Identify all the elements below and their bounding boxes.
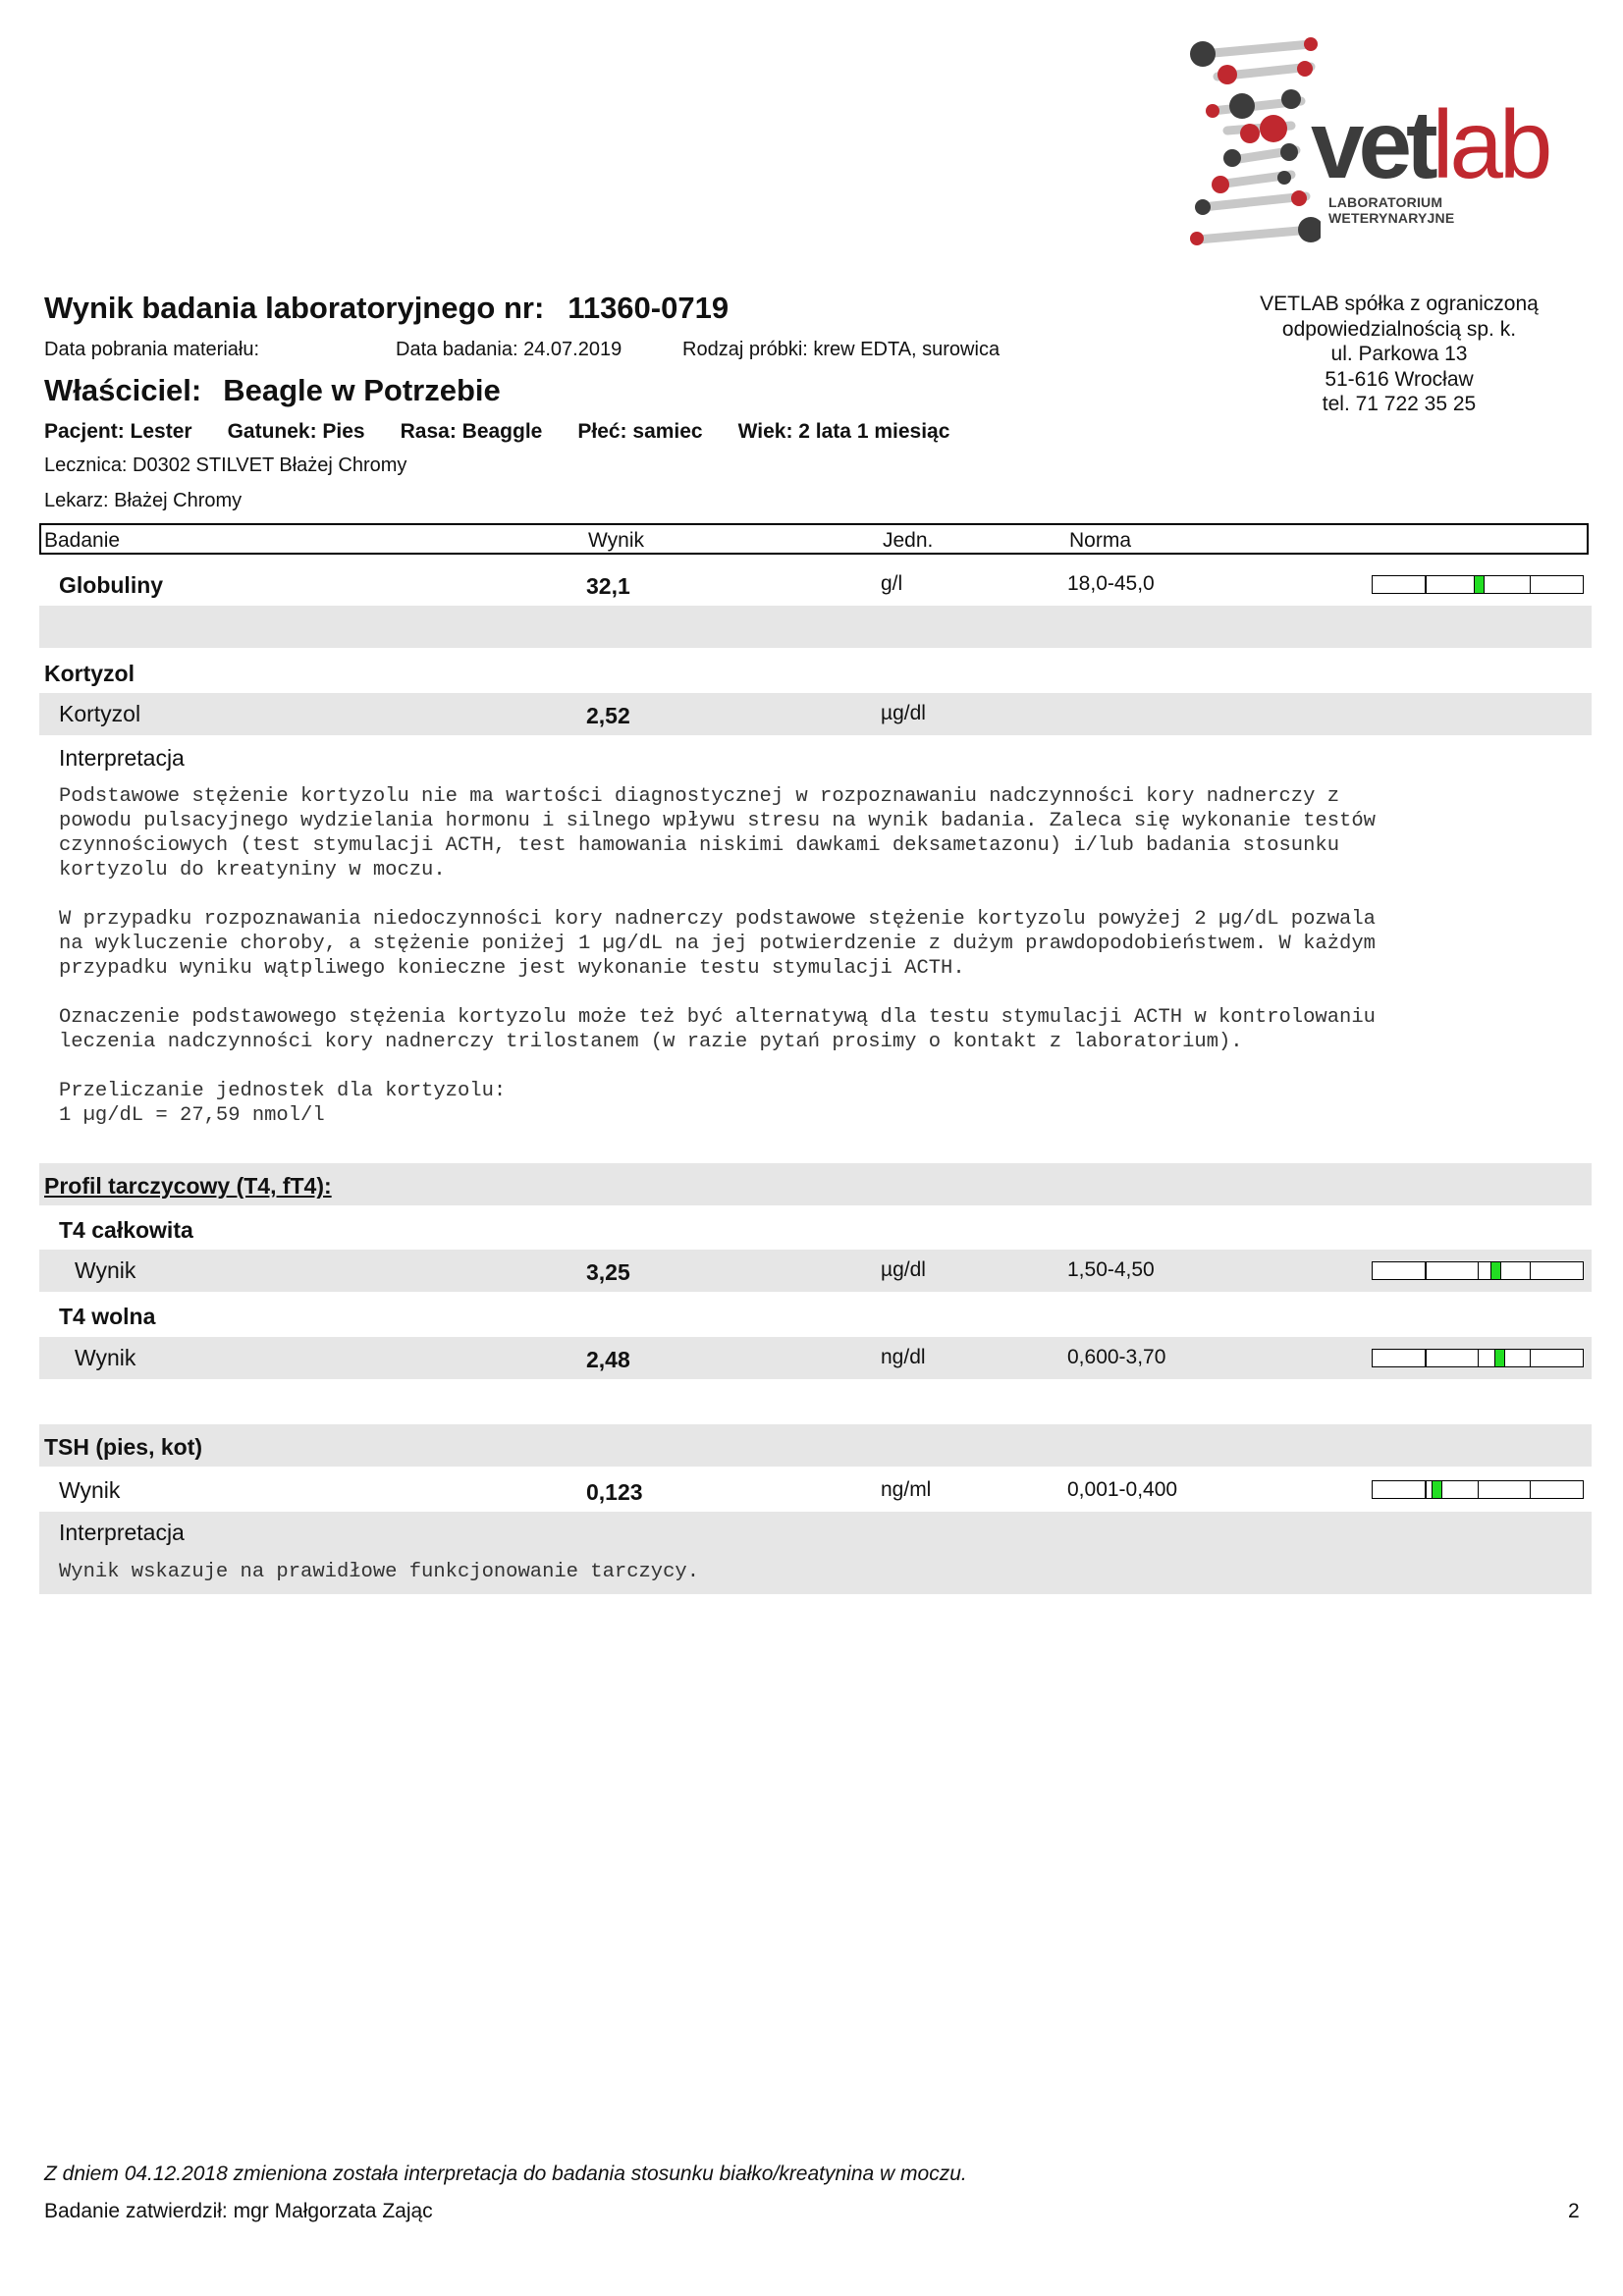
gauge-tick <box>1478 1262 1480 1279</box>
tsh-section-band <box>39 1424 1592 1467</box>
gauge-tick <box>1530 1262 1532 1279</box>
t4-total-norm: 1,50-4,50 <box>1067 1258 1155 1281</box>
col-result: Wynik <box>588 529 644 552</box>
t4-total-unit: µg/dl <box>881 1258 926 1281</box>
spacer-band <box>39 606 1592 648</box>
owner: Właściciel: Beagle w Potrzebie <box>44 373 501 407</box>
t4-free-row <box>39 1337 1592 1379</box>
approved-by: Badanie zatwierdził: mgr Małgorzata Zając <box>44 2200 433 2222</box>
report-number: 11360-0719 <box>568 291 730 325</box>
kortyzol-value: 2,52 <box>586 703 630 728</box>
t4-free-value: 2,48 <box>586 1347 630 1372</box>
t4-total-result-label: Wynik <box>75 1257 136 1283</box>
doctor: Lekarz: Błażej Chromy <box>44 490 243 511</box>
kortyzol-label: Kortyzol <box>59 701 141 726</box>
patient-breed: Rasa: Beaggle <box>400 420 543 443</box>
sample-type: Rodzaj próbki: krew EDTA, surowica <box>682 339 1001 360</box>
sample-date-label: Data pobrania materiału: <box>44 339 260 360</box>
logo-subtitle: LABORATORIUM WETERYNARYJNE <box>1328 194 1455 226</box>
dna-helix-icon <box>1173 27 1321 263</box>
gauge-tick <box>1530 1481 1532 1498</box>
gauge-tick <box>1425 1350 1427 1366</box>
globuliny-unit: g/l <box>881 572 903 595</box>
kortyzol-interpretation-label: Interpretacja <box>59 745 185 771</box>
gauge-marker <box>1494 1350 1505 1366</box>
patient-info <box>44 420 985 444</box>
tsh-value: 0,123 <box>586 1479 643 1505</box>
table-header <box>39 523 1589 555</box>
tsh-interpretation-text: Wynik wskazuje na prawidłowe funkcjonowanie tarczycy. <box>59 1561 700 1583</box>
logo-wordmark: vetlab <box>1311 90 1549 198</box>
lab-address: VETLAB spółka z ograniczoną odpowiedzialnością sp. k. ul. Parkowa 13 51-616 Wrocław tel. 71 722 35 25 <box>1260 293 1539 415</box>
tsh-interpretation-label: Interpretacja <box>59 1520 185 1545</box>
t4-free-gauge <box>1372 1349 1584 1367</box>
col-unit: Jedn. <box>883 529 934 552</box>
gauge-marker <box>1432 1481 1442 1498</box>
kortyzol-section-title: Kortyzol <box>44 661 135 686</box>
patient-species: Gatunek: Pies <box>227 420 365 443</box>
t4-free-label: T4 wolna <box>59 1304 156 1329</box>
gauge-tick <box>1478 1481 1480 1498</box>
tsh-section-title: TSH (pies, kot) <box>44 1434 203 1460</box>
gauge-tick <box>1478 1350 1480 1366</box>
gauge-tick <box>1425 576 1427 593</box>
thyroid-section-title: Profil tarczycowy (T4, fT4): <box>44 1173 332 1199</box>
patient-name: Pacjent: Lester <box>44 420 192 443</box>
t4-total-gauge <box>1372 1261 1584 1280</box>
globuliny-gauge <box>1372 575 1584 594</box>
tsh-norm: 0,001-0,400 <box>1067 1478 1178 1501</box>
kortyzol-row <box>39 693 1592 735</box>
patient-sex: Płeć: samiec <box>577 420 703 443</box>
owner-name: Beagle w Potrzebie <box>223 373 501 407</box>
vetlab-logo <box>1173 27 1566 263</box>
col-test: Badanie <box>44 529 121 552</box>
t4-free-norm: 0,600-3,70 <box>1067 1346 1166 1368</box>
globuliny-label: Globuliny <box>59 572 164 598</box>
t4-free-result-label: Wynik <box>75 1345 136 1370</box>
kortyzol-unit: µg/dl <box>881 702 926 724</box>
footnote: Z dniem 04.12.2018 zmieniona została interpretacja do badania stosunku białko/kreatynina w moczu. <box>44 2163 967 2185</box>
gauge-marker <box>1490 1262 1501 1279</box>
t4-free-unit: ng/dl <box>881 1346 926 1368</box>
t4-total-label: T4 całkowita <box>59 1217 193 1243</box>
test-date: Data badania: 24.07.2019 <box>396 339 622 360</box>
t4-total-value: 3,25 <box>586 1259 630 1285</box>
gauge-tick <box>1530 576 1532 593</box>
t4-total-row <box>39 1250 1592 1292</box>
kortyzol-interpretation-text: Podstawowe stężenie kortyzolu nie ma wartości diagnostycznej w rozpoznawaniu nadczynności kory nadnerczy z powodu pulsacyjnego wydzielania hormonu i silnego wpływu stresu na wynik badania. Zaleca się wykonanie testów czynnościowych (test stymulacji ACTH, test hamowania niskimi dawkami deksametazonu) i/lub badania stosunku kortyzolu do kreatyniny w moczu. W przypadku rozpoznawania niedoczynności kory nadnerczy podstawowe stężenie kortyzolu powyżej 2 µg/dL pozwala na wykluczenie choroby, a stężenie poniżej 1 µg/dL na jej potwierdzenie z dużym prawdopodobieństwem. W każdym przypadku wyniku wątpliwego konieczne jest wykonanie testu stymulacji ACTH. Oznaczenie podstawowego stężenia kortyzolu może też być alternatywą dla testu stymulacji ACTH w kontrolowaniu leczenia nadczynności kory nadnerczy trilostanem (w razie pytań prosimy o kontakt z laboratorium). Przeliczanie jednostek dla kortyzolu: 1 µg/dL = 27,59 nmol/l <box>59 785 1376 1127</box>
patient-age: Wiek: 2 lata 1 miesiąc <box>737 420 950 443</box>
tsh-result-label: Wynik <box>59 1477 121 1503</box>
gauge-marker <box>1474 576 1485 593</box>
page-number: 2 <box>1568 2200 1580 2222</box>
report-title: Wynik badania laboratoryjnego nr: 11360-0719 <box>44 291 730 325</box>
gauge-tick <box>1425 1262 1427 1279</box>
globuliny-value: 32,1 <box>586 573 630 599</box>
gauge-tick <box>1530 1350 1532 1366</box>
gauge-tick <box>1425 1481 1427 1498</box>
col-norm: Norma <box>1069 529 1132 552</box>
clinic: Lecznica: D0302 STILVET Błażej Chromy <box>44 454 407 476</box>
tsh-unit: ng/ml <box>881 1478 932 1501</box>
tsh-gauge <box>1372 1480 1584 1499</box>
globuliny-norm: 18,0-45,0 <box>1067 572 1155 595</box>
